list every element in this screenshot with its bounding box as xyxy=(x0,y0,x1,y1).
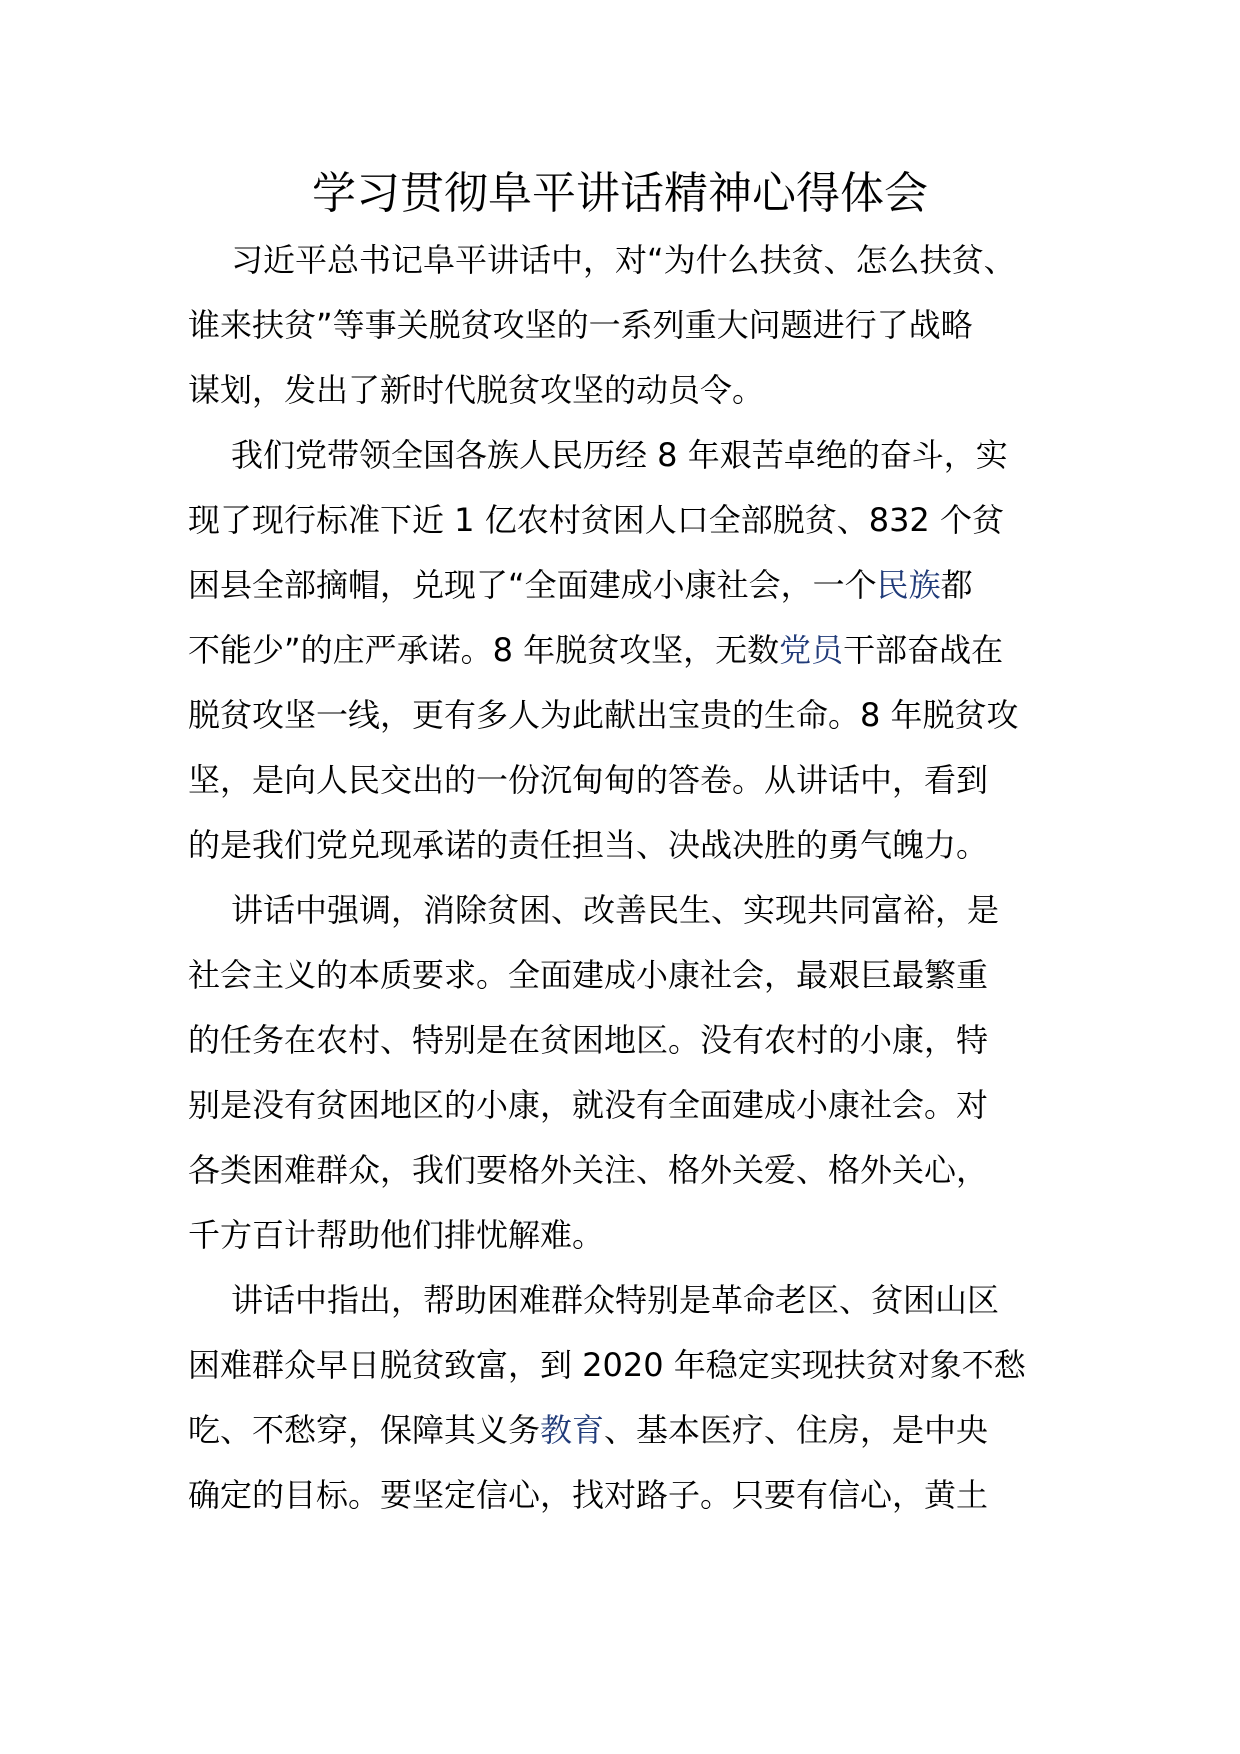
text-line: 讲话中指出，帮助困难群众特别是革命老区、贫困山区 xyxy=(231,1281,1000,1319)
text-line xyxy=(188,1398,1068,1463)
text-line: 现了现行标准下近 1 亿农村贫困人口全部脱贫、832 个贫 xyxy=(188,501,1004,539)
paragraph xyxy=(188,423,1068,878)
text-segment: 不能少”的庄严承诺。8 年脱贫攻坚，无数 xyxy=(188,631,780,669)
text-line: 的是我们党兑现承诺的责任担当、决战决胜的勇气魄力。 xyxy=(188,826,989,864)
text-line: 困难群众早日脱贫致富，到 2020 年稳定实现扶贫对象不愁 xyxy=(188,1346,1026,1384)
text-line: 讲话中强调，消除贫困、改善民生、实现共同富裕，是 xyxy=(231,891,1000,929)
text-segment: 吃、不愁穿，保障其义务 xyxy=(188,1411,541,1449)
text-line: 谋划，发出了新时代脱贫攻坚的动员令。 xyxy=(188,371,765,409)
text-line: 各类困难群众，我们要格外关注、格外关爱、格外关心， xyxy=(188,1151,989,1189)
keyword-link[interactable]: 党员 xyxy=(779,631,844,669)
document-title: 学习贯彻阜平讲话精神心得体会 xyxy=(312,168,928,219)
keyword-link[interactable]: 教育 xyxy=(540,1411,605,1449)
text-line: 社会主义的本质要求。全面建成小康社会，最艰巨最繁重 xyxy=(188,956,989,994)
text-segment: 都 xyxy=(940,566,973,604)
text-line: 确定的目标。要坚定信心，找对路子。只要有信心，黄土 xyxy=(188,1476,989,1514)
text-line: 别是没有贫困地区的小康，就没有全面建成小康社会。对 xyxy=(188,1086,989,1124)
paragraph xyxy=(188,228,1068,423)
text-line xyxy=(188,553,1068,618)
text-line: 我们党带领全国各族人民历经 8 年艰苦卓绝的奋斗，实 xyxy=(231,436,1008,474)
text-line: 习近平总书记阜平讲话中，对“为什么扶贫、怎么扶贫、 xyxy=(231,241,1016,279)
text-segment: 困县全部摘帽，兑现了“全面建成小康社会，一个 xyxy=(188,566,877,604)
text-line xyxy=(188,618,1068,683)
keyword-link[interactable]: 民族 xyxy=(876,566,941,604)
paragraph xyxy=(188,878,1068,1268)
text-line: 千方百计帮助他们排忧解难。 xyxy=(188,1216,605,1254)
text-segment: 、基本医疗、住房，是中央 xyxy=(604,1411,989,1449)
text-line: 脱贫攻坚一线，更有多人为此献出宝贵的生命。8 年脱贫攻 xyxy=(188,696,1019,734)
text-line: 坚，是向人民交出的一份沉甸甸的答卷。从讲话中，看到 xyxy=(188,761,989,799)
text-segment: 干部奋战在 xyxy=(843,631,1004,669)
text-line: 谁来扶贫”等事关脱贫攻坚的一系列重大问题进行了战略 xyxy=(188,306,973,344)
document-body xyxy=(188,228,1068,1528)
text-line: 的任务在农村、特别是在贫困地区。没有农村的小康，特 xyxy=(188,1021,989,1059)
paragraph xyxy=(188,1268,1068,1528)
